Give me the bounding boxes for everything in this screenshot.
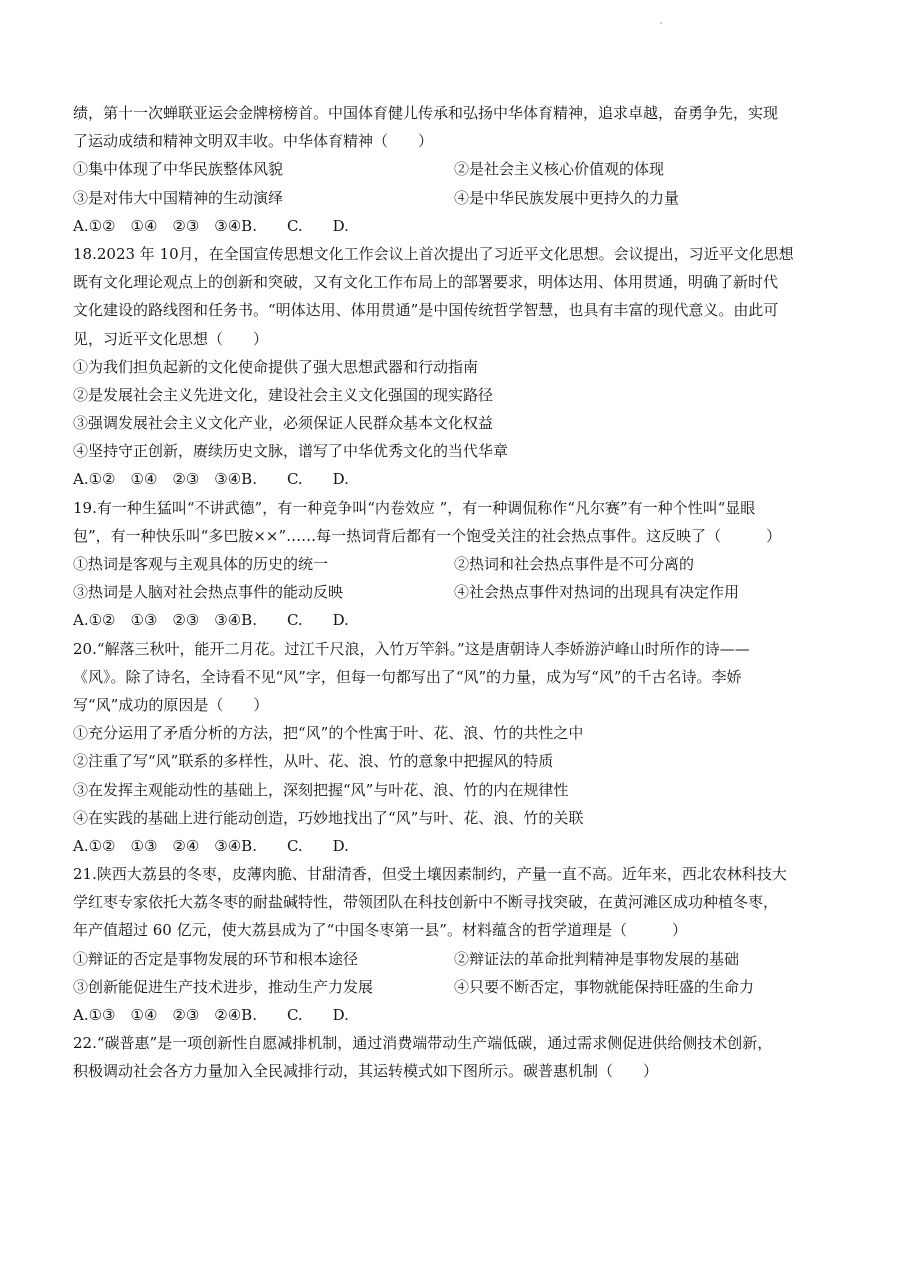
question-17-stem-line: 了运动成绩和精神文明双丰收。中华体育精神（ ）: [73, 132, 434, 151]
question-19-options-row: [73, 550, 833, 578]
question-22-stem-line: 积极调动社会各方力量加入全民减排行动，其运转模式如下图所示。碳普惠机制（ ）: [73, 1062, 659, 1081]
question-18-answer-choices: A.①② ①④ ②③ ③④B. C. D.: [73, 470, 349, 489]
question-20: [73, 635, 833, 861]
question-21-stem-line: 学红枣专家依托大荔冬枣的耐盐碱特性，带领团队在科技创新中不断寻找突破，在黄河滩区成功种植冬枣，: [73, 893, 779, 912]
option-2: ②注重了写“风”联系的多样性，从叶、花、浪、竹的意象中把握风的特质: [73, 752, 554, 771]
question-18-stem-line: 既有文化理论观点上的创新和突破，又有文化工作布局上的部署要求，明体达用、体用贯通，明确了新时代: [73, 273, 779, 292]
question-20-stem-line: 20.“解落三秋叶，能开二月花。过江千尺浪，入竹万竿斜。”这是唐朝诗人李娇游泸峰山时所作的诗——: [73, 639, 750, 658]
option-3: ③热词是人脑对社会热点事件的能动反映: [73, 583, 344, 602]
option-4: ④只要不断否定，事物就能保持旺盛的生命力: [454, 977, 755, 996]
option-4: ④在实践的基础上进行能动创造，巧妙地找出了“风”与叶、花、浪、竹的关联: [73, 808, 584, 827]
question-17-options-row: [73, 155, 833, 183]
question-17: [73, 99, 833, 240]
question-19-stem-line: 19.有一种生猛叫“不讲武德”，有一种竞争叫“内卷效应 ”，有一种调侃称作“凡尔赛”有一种个性叫“显眼: [73, 498, 756, 517]
option-3: ③强调发展社会主义文化产业，必须保证人民群众基本文化权益: [73, 414, 494, 433]
question-19-options-row: [73, 578, 833, 606]
question-18-stem-line: 18.2023 年 10月，在全国宣传思想文化工作会议上首次提出了习近平文化思想。会议提出，习近平文化思想: [73, 244, 794, 263]
question-18-stem-line: 文化建设的路线图和任务书。“明体达用、体用贯通”是中国传统哲学智慧，也具有丰富的现代意义。由此可: [73, 301, 779, 320]
option-3: ③是对伟大中国精神的生动演绎: [73, 188, 284, 207]
question-18-stem-line: 见，习近平文化思想（ ）: [73, 329, 269, 348]
question-22: [73, 1029, 833, 1085]
option-1: ①辩证的否定是事物发展的环节和根本途径: [73, 949, 359, 968]
scan-speck: [660, 22, 662, 24]
question-21-stem-line: 21.陕西大荔县的冬枣，皮薄肉脆、甘甜清香，但受土壤因素制约，产量一直不高。近年来，西北农林科技大: [73, 865, 787, 884]
option-1: ①充分运用了矛盾分析的方法，把“风”的个性寓于叶、花、浪、竹的共性之中: [73, 724, 584, 743]
question-19: [73, 494, 833, 635]
option-2: ②辩证法的革命批判精神是事物发展的基础: [454, 949, 740, 968]
option-1: ①集中体现了中华民族整体风貌: [73, 160, 284, 179]
question-17-options-row: [73, 184, 833, 212]
question-21-options-row: [73, 945, 833, 973]
option-1: ①为我们担负起新的文化使命提供了强大思想武器和行动指南: [73, 357, 479, 376]
question-17-stem-line: 绩，第十一次蝉联亚运会金牌榜榜首。中国体育健儿传承和弘扬中华体育精神，追求卓越，奋勇争先，实现: [73, 104, 779, 122]
question-17-answer-choices: A.①② ①④ ②③ ③④B. C. D.: [73, 216, 349, 235]
question-21-options-row: [73, 973, 833, 1001]
question-20-stem-line: 写“风”成功的原因是（ ）: [73, 695, 269, 714]
option-3: ③在发挥主观能动性的基础上，深刻把握“风”与叶花、浪、竹的内在规律性: [73, 780, 569, 799]
question-21: [73, 860, 833, 1029]
option-2: ②热词和社会热点事件是不可分离的: [454, 555, 695, 573]
question-20-answer-choices: A.①② ①③ ②④ ③④B. C. D.: [73, 836, 349, 855]
question-21-answer-choices: A.①③ ①④ ②③ ②④B. C. D.: [73, 1006, 349, 1024]
question-22-stem-line: 22.“碳普惠”是一项创新性自愿减排机制，通过消费端带动生产端低碳，通过需求侧促进供给侧技术创新，: [73, 1034, 773, 1053]
question-21-stem-line: 年产值超过 60 亿元，使大荔县成为了“中国冬枣第一县”。材料蕴含的哲学道理是（ ）: [73, 921, 687, 940]
option-2: ②是发展社会主义先进文化，建设社会主义文化强国的现实路径: [73, 385, 494, 404]
option-4: ④是中华民族发展中更持久的力量: [454, 188, 680, 207]
option-4: ④坚持守正创新，赓续历史文脉，谱写了中华优秀文化的当代华章: [73, 442, 509, 461]
option-4: ④社会热点事件对热词的出现具有决定作用: [454, 583, 740, 602]
exam-content: [73, 99, 833, 1086]
question-19-answer-choices: A.①② ①③ ②③ ③④B. C. D.: [73, 611, 349, 630]
option-2: ②是社会主义核心价值观的体现: [454, 160, 665, 179]
question-19-stem-line: 包”，有一种快乐叫“多巴胺××”……每一热词背后都有一个饱受关注的社会热点事件。这反映了（ ）: [73, 526, 782, 545]
option-3: ③创新能促进生产技术进步，推动生产力发展: [73, 977, 374, 996]
question-20-stem-line: 《风》。除了诗名，全诗看不见“风”字，但每一句都写出了“风”的力量，成为写“风”的千古名诗。李娇: [73, 667, 742, 686]
question-18: [73, 240, 833, 494]
option-1: ①热词是客观与主观具体的历史的统一: [73, 555, 329, 573]
